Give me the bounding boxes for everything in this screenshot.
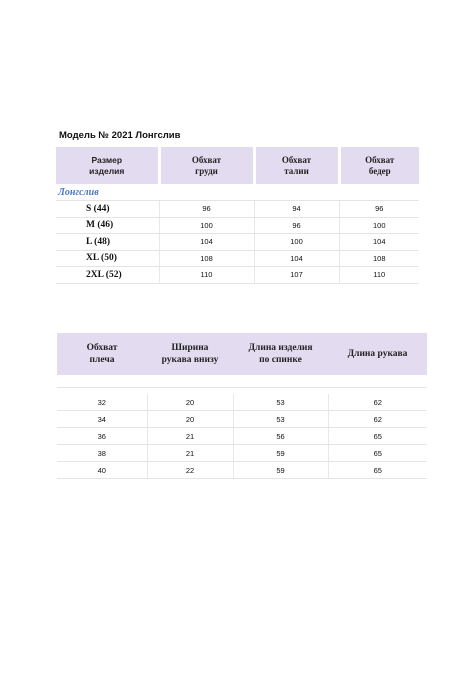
table-row xyxy=(57,462,427,479)
table-cell: 40 xyxy=(57,462,147,479)
table-cell: 110 xyxy=(159,267,254,284)
table-cell: 110 xyxy=(339,267,419,284)
header-sleeve-width-line1: Ширина xyxy=(171,343,209,353)
table-cell: 62 xyxy=(328,411,427,428)
header-back-length xyxy=(233,333,328,375)
table-cell: 100 xyxy=(339,217,419,234)
header-waist-line1: Обхват xyxy=(281,154,312,165)
table-row xyxy=(56,217,419,234)
table-cell: 96 xyxy=(159,201,254,218)
table-cell: M (46) xyxy=(56,217,159,234)
table-cell: S (44) xyxy=(56,201,159,218)
table-cell: 53 xyxy=(233,411,328,428)
table-row xyxy=(57,428,427,445)
table-row xyxy=(56,250,419,267)
table-cell: 104 xyxy=(254,250,339,267)
table-cell: 108 xyxy=(339,250,419,267)
header-sleeve-width-line2: рукава внизу xyxy=(161,355,219,365)
table-cell: 65 xyxy=(328,445,427,462)
header-back-length-line1: Длина изделия xyxy=(248,343,313,353)
table-cell: 22 xyxy=(147,462,233,479)
header-hips-line2: бедер xyxy=(368,165,391,176)
table-cell: 100 xyxy=(254,234,339,251)
table-cell: 21 xyxy=(147,428,233,445)
table-cell: 38 xyxy=(57,445,147,462)
table-cell: 107 xyxy=(254,267,339,284)
header-chest-line1: Обхват xyxy=(191,154,222,165)
header-sleeve-length xyxy=(328,333,427,375)
table-row xyxy=(57,394,427,411)
header-hips xyxy=(339,147,419,184)
header-size xyxy=(56,147,159,184)
page-title: Модель № 2021 Лонгслив xyxy=(59,130,181,141)
table-cell: 96 xyxy=(254,217,339,234)
table-row xyxy=(57,411,427,428)
header-shoulder-line1: Обхват xyxy=(86,343,118,353)
header-size-line1: Размер xyxy=(91,154,123,165)
table-cell: 59 xyxy=(233,445,328,462)
measurements-table xyxy=(57,333,427,479)
table-cell: 20 xyxy=(147,394,233,411)
table-cell: L (48) xyxy=(56,234,159,251)
table-cell: 53 xyxy=(233,394,328,411)
table-cell: 21 xyxy=(147,445,233,462)
table-cell: 56 xyxy=(233,428,328,445)
table-cell: 20 xyxy=(147,411,233,428)
table-cell: 104 xyxy=(339,234,419,251)
header-hips-line1: Обхват xyxy=(365,154,395,165)
spacer-row xyxy=(57,375,427,388)
table-cell: 96 xyxy=(339,201,419,218)
table-cell: XL (50) xyxy=(56,250,159,267)
measurements-table-header xyxy=(57,333,427,375)
size-table xyxy=(56,147,419,284)
header-sleeve-length-line1: Длина рукава xyxy=(347,349,408,359)
table-row xyxy=(56,234,419,251)
table-row xyxy=(56,267,419,284)
header-shoulder-line2: плеча xyxy=(89,355,115,365)
table-cell: 36 xyxy=(57,428,147,445)
header-sleeve-width xyxy=(147,333,233,375)
table-cell: 34 xyxy=(57,411,147,428)
table-cell: 94 xyxy=(254,201,339,218)
table-cell: 2XL (52) xyxy=(56,267,159,284)
table-cell: 100 xyxy=(159,217,254,234)
size-table-header xyxy=(56,147,419,184)
header-chest xyxy=(159,147,254,184)
header-waist xyxy=(254,147,339,184)
header-chest-line2: груди xyxy=(195,165,218,176)
header-shoulder xyxy=(57,333,147,375)
table-cell: 108 xyxy=(159,250,254,267)
header-waist-line2: талии xyxy=(284,165,309,176)
table-cell: 65 xyxy=(328,428,427,445)
table-cell: 104 xyxy=(159,234,254,251)
header-back-length-line2: по спинке xyxy=(259,355,302,365)
table-cell: 62 xyxy=(328,394,427,411)
table-cell: 59 xyxy=(233,462,328,479)
table-cell: 32 xyxy=(57,394,147,411)
table-cell: 65 xyxy=(328,462,427,479)
header-size-line2: изделия xyxy=(89,165,125,176)
section-label: Лонгслив xyxy=(56,184,419,201)
section-row xyxy=(56,184,419,201)
table-row xyxy=(56,201,419,218)
table-row xyxy=(57,445,427,462)
spacer-cell xyxy=(57,375,427,388)
